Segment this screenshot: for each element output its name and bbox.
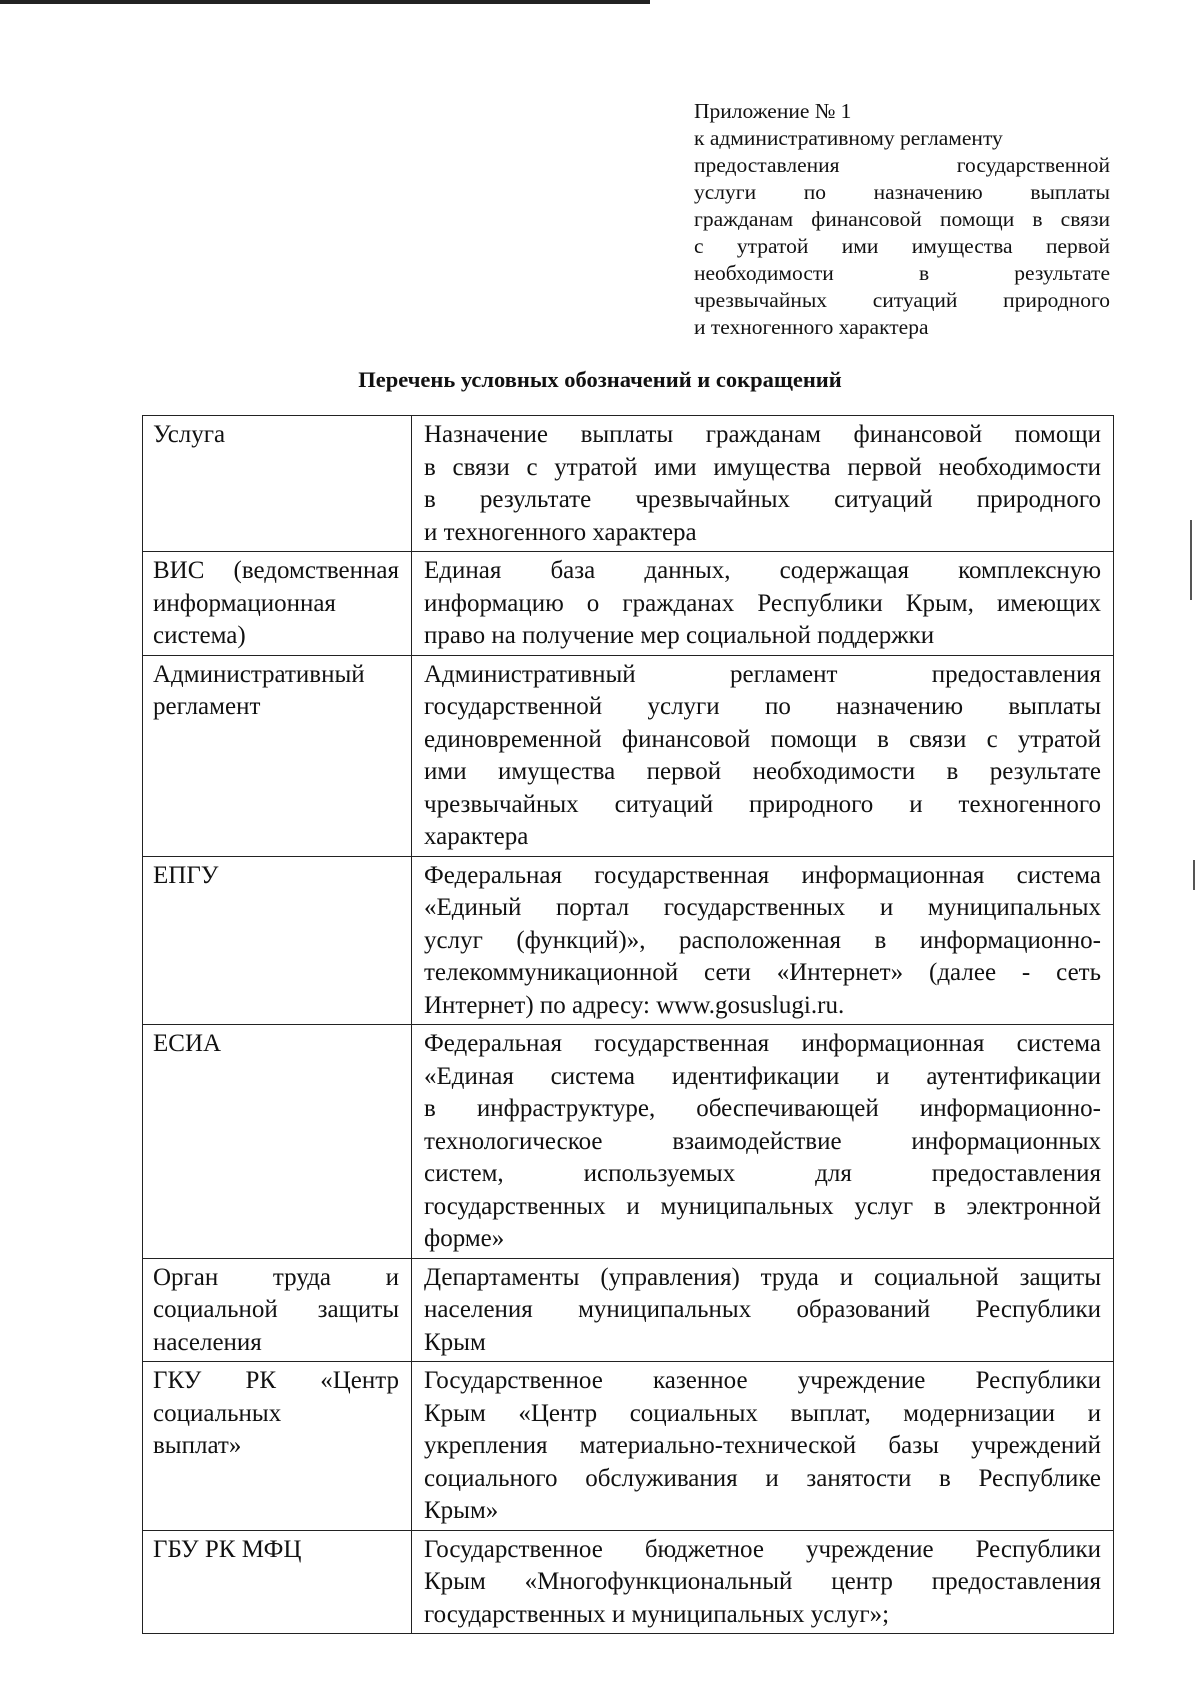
term-cell [143, 552, 412, 656]
table-row [143, 416, 1114, 552]
definition-cell [412, 1530, 1114, 1634]
definition-line: в инфраструктуре, обеспечивающей информационно- [424, 1095, 1101, 1122]
definition-line: Федеральная государственная информационная система [424, 1030, 1101, 1057]
term-line: выплат» [153, 1432, 242, 1459]
table-row [143, 655, 1114, 856]
definition-line: Назначение выплаты гражданам финансовой помощи [424, 421, 1101, 448]
table-row [143, 552, 1114, 656]
definition-line: укрепления материально-технической базы учреждений [424, 1432, 1101, 1459]
definition-line: технологическое взаимодействие информационных [424, 1127, 1101, 1155]
term-line: Орган труда и [153, 1263, 399, 1291]
term-cell [143, 1258, 412, 1362]
annex-line: чрезвычайных ситуаций природного [694, 288, 1110, 312]
definition-line: Федеральная государственная информационная система [424, 861, 1101, 889]
definition-line: Крым [424, 1328, 486, 1356]
term-line: Услуга [153, 421, 226, 448]
definition-line: информацию о гражданах Республики Крым, имеющих [424, 589, 1101, 617]
definition-line: Государственное бюджетное учреждение Республики [424, 1535, 1101, 1563]
abbreviations-table [142, 415, 1114, 1634]
term-line: информационная [153, 589, 336, 617]
definition-line: Крым» [424, 1497, 499, 1524]
definition-line: в результате чрезвычайных ситуаций природного [424, 486, 1101, 513]
definition-line: Департаменты (управления) труда и социальной защиты [424, 1263, 1101, 1291]
table-row [143, 1258, 1114, 1362]
definition-cell [412, 856, 1114, 1025]
definition-line: Административный регламент предоставления [424, 660, 1101, 688]
term-cell [143, 1025, 412, 1259]
definition-line: услуг (функций)», расположенная в информационно- [424, 926, 1101, 954]
definition-cell [412, 416, 1114, 552]
definition-cell [412, 1258, 1114, 1362]
definition-line: чрезвычайных ситуаций природного и техногенного [424, 790, 1101, 818]
definition-line: населения муниципальных образований Республики [424, 1296, 1101, 1323]
table-row [143, 856, 1114, 1025]
definition-cell [412, 1025, 1114, 1259]
definition-cell [412, 1362, 1114, 1531]
definition-cell [412, 552, 1114, 656]
term-line: ВИС (ведомственная [153, 557, 399, 584]
table-row [143, 1530, 1114, 1634]
term-line: социальных [153, 1399, 282, 1427]
annex-line: Приложение № 1 [694, 99, 852, 123]
definition-line: телекоммуникационной сети «Интернет» (далее - сеть [424, 959, 1101, 986]
definition-line: Интернет) по адресу: www.gosuslugi.ru. [424, 991, 845, 1019]
definition-line: «Единый портал государственных и муниципальных [424, 894, 1101, 921]
term-line: регламент [153, 693, 261, 720]
term-line: социальной защиты [153, 1296, 399, 1323]
scan-edge-mark [1193, 860, 1195, 890]
definition-line: право на получение мер социальной поддержки [424, 622, 935, 649]
term-line: Административный [153, 660, 365, 688]
definition-line: Государственное казенное учреждение Республики [424, 1367, 1101, 1394]
annex-line: услуги по назначению выплаты [694, 180, 1110, 204]
definition-line: государственных и муниципальных услуг в электронной [424, 1192, 1101, 1220]
term-cell [143, 1530, 412, 1634]
annex-line: гражданам финансовой помощи в связи [694, 207, 1110, 231]
table-row [143, 1025, 1114, 1259]
definition-cell [412, 655, 1114, 856]
definition-line: государственных и муниципальных услуг»; [424, 1600, 890, 1628]
definition-line: Единая база данных, содержащая комплексную [424, 557, 1101, 584]
definition-line: Крым «Многофункциональный центр предоставления [424, 1568, 1101, 1595]
scan-edge-mark [1190, 520, 1192, 600]
term-cell [143, 416, 412, 552]
annex-header [694, 98, 1110, 341]
term-cell [143, 856, 412, 1025]
term-line: ЕПГУ [153, 861, 219, 889]
definition-line: и техногенного характера [424, 518, 697, 546]
term-line: ГКУ РК «Центр [153, 1367, 399, 1394]
scan-top-border [0, 0, 650, 4]
definition-line: «Единая система идентификации и аутентификации [424, 1062, 1101, 1090]
definition-line: Крым «Центр социальных выплат, модернизации и [424, 1399, 1101, 1427]
definition-line: ими имущества первой необходимости в результате [424, 758, 1101, 785]
term-line: ЕСИА [153, 1030, 222, 1057]
annex-line: с утратой ими имущества первой [694, 234, 1110, 258]
term-line: система) [153, 622, 246, 649]
definition-line: социального обслуживания и занятости в Республике [424, 1464, 1101, 1492]
annex-line: необходимости в результате [694, 261, 1110, 285]
annex-line: предоставления государственной [694, 153, 1110, 177]
definition-line: в связи с утратой ими имущества первой необходимости [424, 453, 1101, 481]
definition-line: единовременной финансовой помощи в связи с утратой [424, 725, 1101, 753]
annex-line: к административному регламенту [694, 126, 1003, 150]
definition-line: государственной услуги по назначению выплаты [424, 693, 1101, 720]
term-line: населения [153, 1328, 262, 1356]
definition-line: характера [424, 823, 529, 850]
term-cell [143, 655, 412, 856]
term-line: ГБУ РК МФЦ [153, 1535, 302, 1563]
definition-line: форме» [424, 1225, 505, 1252]
table-row [143, 1362, 1114, 1531]
definition-line: систем, используемых для предоставления [424, 1160, 1101, 1187]
term-cell [143, 1362, 412, 1531]
annex-line: и техногенного характера [694, 315, 929, 339]
document-title: Перечень условных обозначений и сокращений [358, 367, 842, 392]
